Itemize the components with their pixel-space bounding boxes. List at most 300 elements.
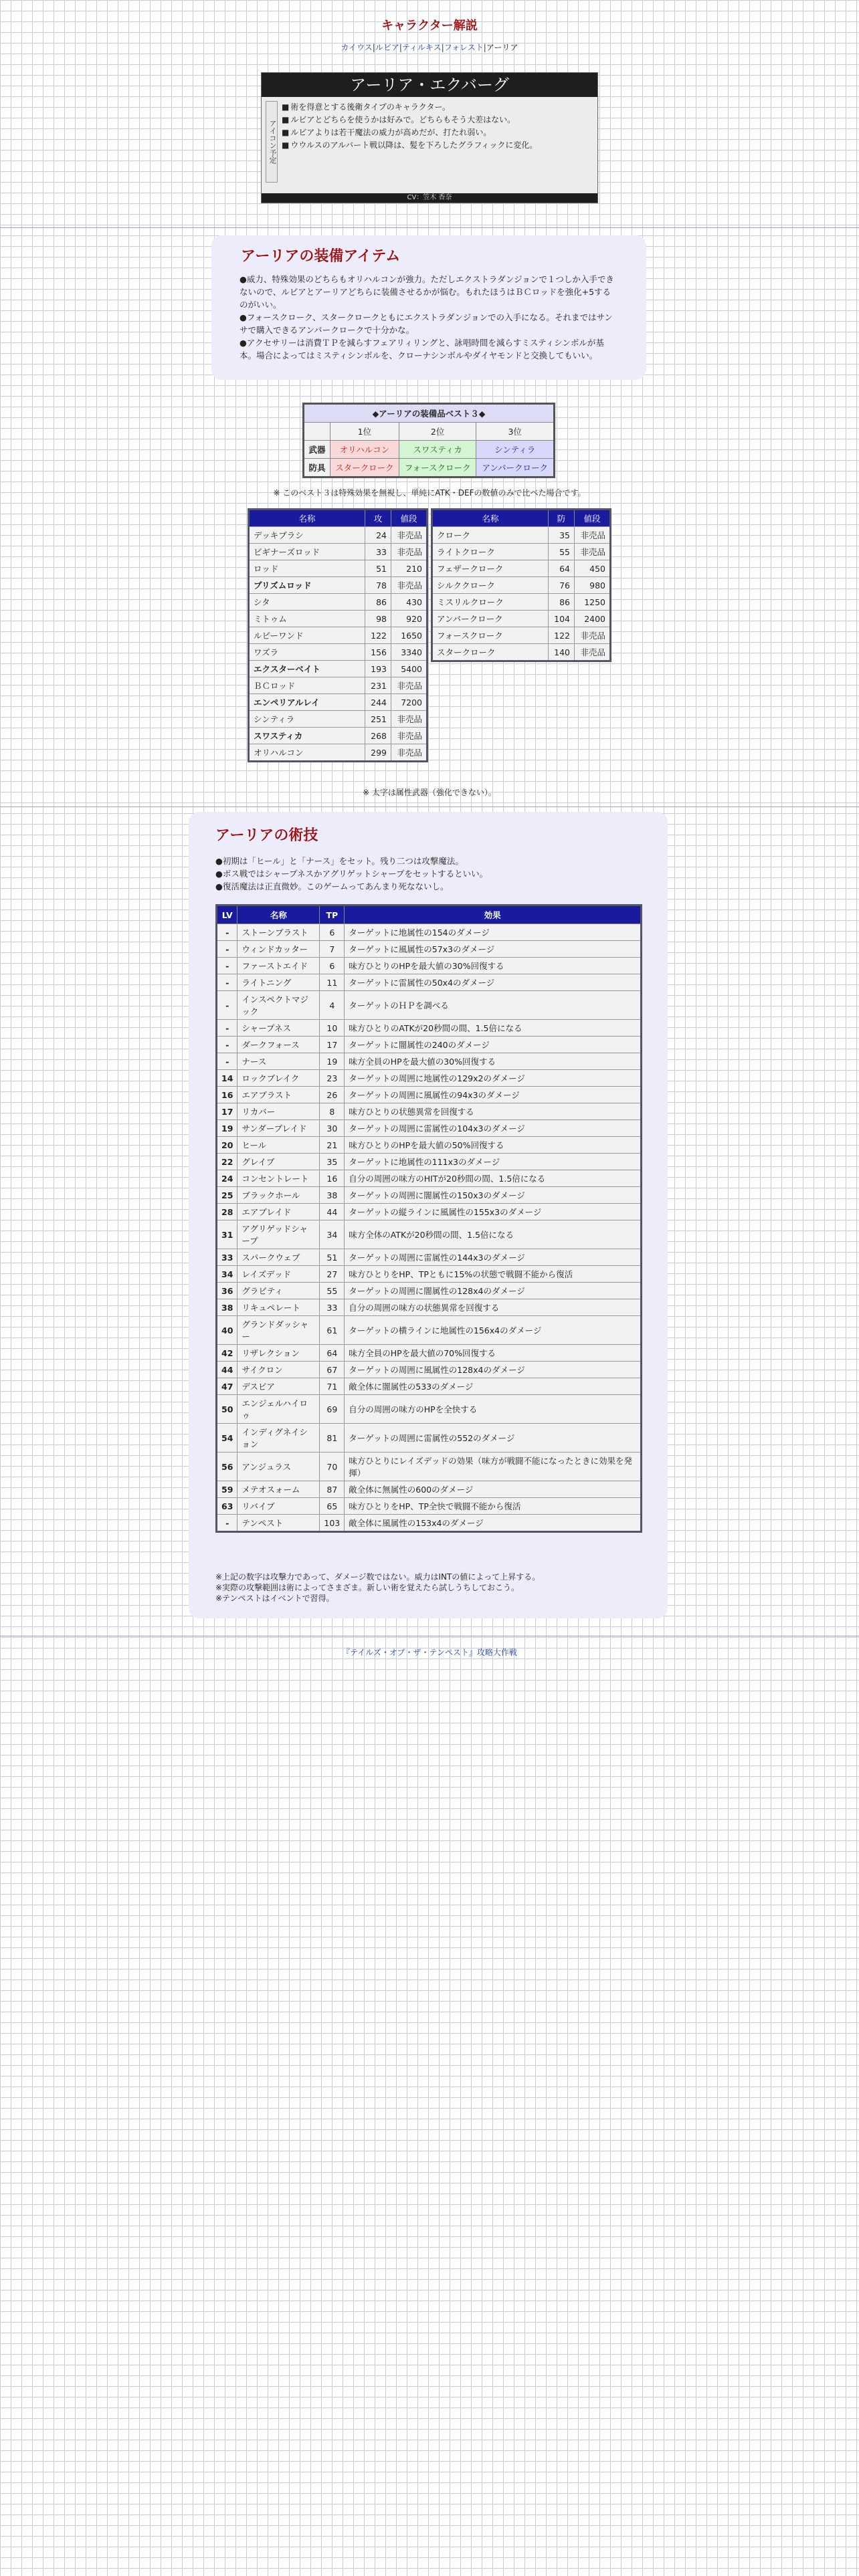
art-level: 20: [217, 1137, 237, 1154]
art-effect: 味方全体のATKが20秒間の間、1.5倍になる: [345, 1220, 642, 1249]
weapon-stat: 78: [365, 577, 391, 594]
art-effect: 敵全体に闇属性の533のダメージ: [345, 1378, 642, 1395]
footer-link[interactable]: 『テイルズ・オブ・ザ・テンペスト』攻略大作戦: [342, 1648, 517, 1657]
armor-name: フォースクローク: [432, 627, 549, 644]
weapons-header: 攻: [365, 510, 391, 527]
art-level: 33: [217, 1249, 237, 1266]
table-row: [217, 924, 642, 941]
table-row: [217, 1481, 642, 1498]
art-level: 40: [217, 1316, 237, 1345]
table-row: [217, 991, 642, 1020]
weapon-name: シンティラ: [249, 711, 365, 728]
weapon-name: オリハルコン: [249, 744, 365, 762]
art-name: インディグネイション: [237, 1424, 320, 1453]
art-effect: ターゲットの周囲に地属性の129x2のダメージ: [345, 1070, 642, 1087]
armor-name: クローク: [432, 527, 549, 544]
weapon-name: ビギナーズロッド: [249, 544, 365, 560]
table-row: [432, 577, 611, 594]
arts-section-title: アーリアの術技: [215, 827, 318, 844]
weapon-price: 7200: [391, 694, 427, 711]
best3-weapon-1: オリハルコン: [330, 441, 399, 459]
armor-stat: 122: [549, 627, 575, 644]
art-level: 59: [217, 1481, 237, 1498]
armor-price: 1250: [575, 594, 611, 611]
weapons-note: ※ 太字は属性武器（強化できない）。: [363, 788, 496, 797]
art-effect: 敵全体に無属性の600のダメージ: [345, 1481, 642, 1498]
table-row: [217, 1020, 642, 1037]
best3-corner: [304, 423, 330, 441]
weapon-name: ＢＣロッド: [249, 677, 365, 694]
table-row: [217, 1037, 642, 1053]
art-name: サイクロン: [237, 1362, 320, 1378]
nav-sep: |: [483, 43, 486, 52]
best3-note: ※ このベスト３は特殊効果を無視し、単純にATK・DEFの数値のみで比べた場合です。: [273, 488, 586, 498]
table-row: [249, 661, 427, 677]
art-tp: 27: [320, 1266, 345, 1283]
art-tp: 33: [320, 1299, 345, 1316]
profile-line: ■ ルビアよりは若干魔法の威力が高めだが、打たれ弱い。: [282, 126, 537, 139]
art-tp: 51: [320, 1249, 345, 1266]
art-level: 14: [217, 1070, 237, 1087]
table-row: [217, 1170, 642, 1187]
art-effect: ターゲットのＨＰを調べる: [345, 991, 642, 1020]
equip-section-text: [240, 273, 618, 362]
table-row: [249, 694, 427, 711]
best3-rank: 1位: [330, 423, 399, 441]
table-row: [249, 728, 427, 744]
art-level: 25: [217, 1187, 237, 1204]
table-row: [217, 1395, 642, 1424]
art-effect: ターゲットの周囲に風属性の94x3のダメージ: [345, 1087, 642, 1103]
nav-sep: |: [372, 43, 375, 52]
art-name: ダークフォース: [237, 1037, 320, 1053]
table-row: [217, 1453, 642, 1481]
weapon-name: プリズムロッド: [249, 577, 365, 594]
art-name: エアブラスト: [237, 1087, 320, 1103]
weapon-price: 非売品: [391, 711, 427, 728]
art-effect: 味方ひとりのATKが20秒間の間、1.5倍になる: [345, 1020, 642, 1037]
table-row: [432, 627, 611, 644]
best3-armor-1: スタークローク: [330, 459, 399, 477]
table-row: [217, 1345, 642, 1362]
nav-link-tilkis[interactable]: ティルキス: [401, 43, 442, 52]
profile-line: ■ ルビアとどちらを使うかは好みで。どちらもそう大差はない。: [282, 114, 537, 126]
table-row: [217, 1137, 642, 1154]
art-tp: 6: [320, 924, 345, 941]
best3-table: [302, 403, 555, 478]
arts-header: TP: [320, 905, 345, 924]
art-name: スパークウェブ: [237, 1249, 320, 1266]
art-level: -: [217, 941, 237, 958]
table-row: [432, 560, 611, 577]
weapons-header: 名称: [249, 510, 365, 527]
weapon-stat: 86: [365, 594, 391, 611]
table-row: [217, 1154, 642, 1170]
art-level: 31: [217, 1220, 237, 1249]
equip-paragraph: ●アクセサリーは消費ＴＰを減らすフェアリィリングと、詠唱時間を減らすミスティシンボルが基本。場合によってはミスティシンボルを、クローナシンボルやダイヤモンドと交換してもいい。: [240, 338, 604, 360]
best3-weapon-2: スワスティカ: [399, 441, 476, 459]
art-level: -: [217, 1037, 237, 1053]
art-effect: 味方全員のHPを最大値の70%回復する: [345, 1345, 642, 1362]
art-effect: ターゲットに地属性の111x3のダメージ: [345, 1154, 642, 1170]
art-level: -: [217, 991, 237, 1020]
art-level: -: [217, 974, 237, 991]
arts-notes: [215, 1572, 644, 1604]
table-row: [217, 1266, 642, 1283]
armors-header: 値段: [575, 510, 611, 527]
nav-link-rubia[interactable]: ルビア: [375, 43, 399, 52]
art-level: 22: [217, 1154, 237, 1170]
armor-stat: 104: [549, 611, 575, 627]
armor-stat: 55: [549, 544, 575, 560]
art-level: 34: [217, 1266, 237, 1283]
art-tp: 11: [320, 974, 345, 991]
table-row: [217, 1103, 642, 1120]
art-effect: 自分の周囲の味方のHPを全快する: [345, 1395, 642, 1424]
armor-price: 非売品: [575, 544, 611, 560]
armor-name: スタークローク: [432, 644, 549, 661]
table-row: [432, 544, 611, 560]
armor-stat: 35: [549, 527, 575, 544]
table-row: [217, 958, 642, 974]
art-tp: 17: [320, 1037, 345, 1053]
arts-header: LV: [217, 905, 237, 924]
art-tp: 7: [320, 941, 345, 958]
art-tp: 64: [320, 1345, 345, 1362]
page-title: キャラクター解説: [381, 19, 478, 33]
weapon-price: 210: [391, 560, 427, 577]
table-row: [249, 711, 427, 728]
art-tp: 55: [320, 1283, 345, 1299]
art-effect: ターゲットに闇属性の240のダメージ: [345, 1037, 642, 1053]
best3-caption: ◆アーリアの装備品ベスト３◆: [304, 404, 555, 423]
table-row: [217, 1220, 642, 1249]
weapon-name: デッキブラシ: [249, 527, 365, 544]
art-effect: 敵全体に風属性の153x4のダメージ: [345, 1515, 642, 1532]
table-row: [217, 1378, 642, 1395]
weapon-price: 920: [391, 611, 427, 627]
weapon-name: ロッド: [249, 560, 365, 577]
art-tp: 67: [320, 1362, 345, 1378]
best3-rank: 2位: [399, 423, 476, 441]
profile-line: ■ 術を得意とする後衛タイプのキャラクター。: [282, 101, 537, 114]
weapon-price: 非売品: [391, 544, 427, 560]
arts-note: ※テンペストはイベントで習得。: [215, 1594, 335, 1603]
weapon-price: 3340: [391, 644, 427, 661]
art-name: サンダーブレイド: [237, 1120, 320, 1137]
arts-section-text: [215, 855, 644, 893]
weapon-stat: 268: [365, 728, 391, 744]
art-effect: 味方ひとりにレイズデッドの効果（味方が戦闘不能になったときに効果を発揮）: [345, 1453, 642, 1481]
equip-section: [211, 235, 646, 380]
art-effect: ターゲットの周囲に雷属性の552のダメージ: [345, 1424, 642, 1453]
table-row: [217, 1316, 642, 1345]
table-row: [217, 1424, 642, 1453]
armor-name: アンバークローク: [432, 611, 549, 627]
art-tp: 69: [320, 1395, 345, 1424]
weapon-price: 非売品: [391, 527, 427, 544]
table-row: [217, 1515, 642, 1532]
table-row: [249, 594, 427, 611]
art-effect: ターゲットに風属性の57x3のダメージ: [345, 941, 642, 958]
arts-header: 名称: [237, 905, 320, 924]
art-effect: 自分の周囲の味方の状態異常を回復する: [345, 1299, 642, 1316]
art-name: アンジュラス: [237, 1453, 320, 1481]
art-tp: 23: [320, 1070, 345, 1087]
voice-actor: CV：笠木 香奈: [262, 193, 597, 203]
nav-sep: |: [399, 43, 402, 52]
weapon-stat: 251: [365, 711, 391, 728]
weapon-price: 5400: [391, 661, 427, 677]
art-tp: 61: [320, 1316, 345, 1345]
art-tp: 87: [320, 1481, 345, 1498]
art-level: 36: [217, 1283, 237, 1299]
weapon-stat: 193: [365, 661, 391, 677]
art-effect: 味方全員のHPを最大値の30%回復する: [345, 1053, 642, 1070]
weapon-stat: 51: [365, 560, 391, 577]
table-row: [249, 644, 427, 661]
weapon-name: スワスティカ: [249, 728, 365, 744]
profile-description: [282, 101, 537, 188]
profile-line: ■ ウウルスのアルバート戦以降は、髪を下ろしたグラフィックに変化。: [282, 139, 537, 152]
art-tp: 10: [320, 1020, 345, 1037]
armors-table: [431, 508, 611, 662]
art-tp: 21: [320, 1137, 345, 1154]
equip-paragraph: ●フォースクローク、スタークロークともにエクストラダンジョンでの入手になる。それまではサンサで購入できるアンバークロークで十分かな。: [240, 312, 613, 335]
art-effect: ターゲットの縦ラインに風属性の155x3のダメージ: [345, 1204, 642, 1220]
arts-header: 効果: [345, 905, 642, 924]
art-name: ロックブレイク: [237, 1070, 320, 1087]
art-name: ウィンドカッター: [237, 941, 320, 958]
arts-table: [215, 904, 642, 1533]
art-name: グラビティ: [237, 1283, 320, 1299]
art-level: 63: [217, 1498, 237, 1515]
weapon-name: ルビーワンド: [249, 627, 365, 644]
art-effect: ターゲットの横ラインに地属性の156x4のダメージ: [345, 1316, 642, 1345]
art-effect: 味方ひとりをHP、TPともに15%の状態で戦闘不能から復活: [345, 1266, 642, 1283]
art-name: リバイブ: [237, 1498, 320, 1515]
art-level: 17: [217, 1103, 237, 1120]
art-level: 38: [217, 1299, 237, 1316]
art-tp: 70: [320, 1453, 345, 1481]
table-row: [217, 1053, 642, 1070]
arts-paragraph: ●初期は「ヒール」と「ナース」をセット。残り二つは攻撃魔法。: [215, 856, 464, 866]
table-row: [217, 1362, 642, 1378]
table-row: [432, 594, 611, 611]
armor-price: 非売品: [575, 627, 611, 644]
art-level: 50: [217, 1395, 237, 1424]
armor-stat: 86: [549, 594, 575, 611]
weapon-stat: 244: [365, 694, 391, 711]
weapon-name: エンペリアルレイ: [249, 694, 365, 711]
art-level: -: [217, 1515, 237, 1532]
equip-section-title: アーリアの装備アイテム: [241, 248, 401, 265]
table-row: [249, 611, 427, 627]
armor-price: 2400: [575, 611, 611, 627]
art-level: 24: [217, 1170, 237, 1187]
armor-name: ライトクローク: [432, 544, 549, 560]
equip-paragraph: ●威力、特殊効果のどちらもオリハルコンが強力。ただしエクストラダンジョンで１つしか入手できないので、ルビアとアーリアどちらに装備させるかが悩む。もれたほうはＢＣロッドを強化+5するのがいい。: [240, 274, 614, 310]
art-level: 42: [217, 1345, 237, 1362]
armor-stat: 64: [549, 560, 575, 577]
table-row: [217, 1087, 642, 1103]
art-level: 19: [217, 1120, 237, 1137]
armor-price: 非売品: [575, 527, 611, 544]
table-row: [217, 1187, 642, 1204]
art-tp: 103: [320, 1515, 345, 1532]
art-level: 56: [217, 1453, 237, 1481]
nav-link-forest[interactable]: フォレスト: [444, 43, 484, 52]
character-portrait-placeholder: アイコン予定: [266, 101, 278, 183]
art-level: 54: [217, 1424, 237, 1453]
art-effect: 味方ひとりの状態異常を回復する: [345, 1103, 642, 1120]
character-name: アーリア・エクバーグ: [262, 73, 597, 97]
weapon-stat: 299: [365, 744, 391, 762]
table-row: [432, 527, 611, 544]
art-tp: 34: [320, 1220, 345, 1249]
art-name: テンペスト: [237, 1515, 320, 1532]
art-name: デスピア: [237, 1378, 320, 1395]
art-level: 16: [217, 1087, 237, 1103]
art-effect: ターゲットに雷属性の50x4のダメージ: [345, 974, 642, 991]
table-row: [249, 627, 427, 644]
art-level: -: [217, 1020, 237, 1037]
table-row: [217, 974, 642, 991]
arts-note: ※実際の攻撃範囲は術によってさまざま。新しい術を覚えたら試しうちしておこう。: [215, 1583, 520, 1592]
art-name: コンセントレート: [237, 1170, 320, 1187]
table-row: [249, 577, 427, 594]
profile-box: [261, 72, 598, 203]
table-row: [249, 560, 427, 577]
art-name: ファーストエイド: [237, 958, 320, 974]
art-effect: ターゲットに地属性の154のダメージ: [345, 924, 642, 941]
armor-price: 450: [575, 560, 611, 577]
table-row: [217, 1120, 642, 1137]
art-effect: ターゲットの周囲に風属性の128x4のダメージ: [345, 1362, 642, 1378]
art-tp: 16: [320, 1170, 345, 1187]
best3-armor-2: フォースクローク: [399, 459, 476, 477]
art-tp: 30: [320, 1120, 345, 1137]
arts-paragraph: ●復活魔法は正直微妙。このゲームってあんまり死なないし。: [215, 881, 449, 891]
art-effect: ターゲットの周囲に闇属性の128x4のダメージ: [345, 1283, 642, 1299]
art-effect: 自分の周囲の味方のHITが20秒間の間、1.5倍になる: [345, 1170, 642, 1187]
art-name: エンジェルハイロゥ: [237, 1395, 320, 1424]
weapon-stat: 156: [365, 644, 391, 661]
art-name: インスペクトマジック: [237, 991, 320, 1020]
nav-sep: |: [441, 43, 444, 52]
art-effect: ターゲットの周囲に雷属性の104x3のダメージ: [345, 1120, 642, 1137]
art-tp: 6: [320, 958, 345, 974]
art-name: リザレクション: [237, 1345, 320, 1362]
weapon-stat: 33: [365, 544, 391, 560]
art-level: 28: [217, 1204, 237, 1220]
art-name: シャープネス: [237, 1020, 320, 1037]
weapon-price: 非売品: [391, 744, 427, 762]
divider: [0, 227, 859, 228]
art-name: ストーンブラスト: [237, 924, 320, 941]
art-name: グランドダッシャー: [237, 1316, 320, 1345]
table-row: [249, 677, 427, 694]
art-name: リキュペレート: [237, 1299, 320, 1316]
table-row: [217, 1498, 642, 1515]
weapon-stat: 24: [365, 527, 391, 544]
table-row: [432, 611, 611, 627]
armor-price: 980: [575, 577, 611, 594]
art-name: ライトニング: [237, 974, 320, 991]
art-effect: ターゲットの周囲に闇属性の150x3のダメージ: [345, 1187, 642, 1204]
art-tp: 44: [320, 1204, 345, 1220]
best3-row-label: 防具: [304, 459, 330, 477]
best3-rank: 3位: [476, 423, 555, 441]
art-effect: ターゲットの周囲に雷属性の144x3のダメージ: [345, 1249, 642, 1266]
nav-link-kaius[interactable]: カイウス: [341, 43, 373, 52]
art-level: -: [217, 1053, 237, 1070]
art-name: グレイブ: [237, 1154, 320, 1170]
table-row: [249, 744, 427, 762]
art-effect: 味方ひとりのHPを最大値の50%回復する: [345, 1137, 642, 1154]
art-level: -: [217, 958, 237, 974]
weapon-stat: 122: [365, 627, 391, 644]
weapon-name: ミトゥム: [249, 611, 365, 627]
nav-current: アーリア: [486, 43, 518, 52]
art-name: アグリゲッドシャープ: [237, 1220, 320, 1249]
armors-header: 防: [549, 510, 575, 527]
table-row: [217, 941, 642, 958]
armor-stat: 76: [549, 577, 575, 594]
art-name: ナース: [237, 1053, 320, 1070]
armors-header: 名称: [432, 510, 549, 527]
armor-price: 非売品: [575, 644, 611, 661]
table-row: [217, 1283, 642, 1299]
weapon-price: 非売品: [391, 728, 427, 744]
art-name: リカバー: [237, 1103, 320, 1120]
art-tp: 81: [320, 1424, 345, 1453]
best3-weapon-3: シンティラ: [476, 441, 555, 459]
art-name: ヒール: [237, 1137, 320, 1154]
weapon-name: エクスターベイト: [249, 661, 365, 677]
art-tp: 26: [320, 1087, 345, 1103]
weapon-price: 430: [391, 594, 427, 611]
table-row: [217, 1299, 642, 1316]
armor-name: フェザークローク: [432, 560, 549, 577]
art-level: 47: [217, 1378, 237, 1395]
art-tp: 38: [320, 1187, 345, 1204]
art-tp: 71: [320, 1378, 345, 1395]
weapon-name: シタ: [249, 594, 365, 611]
armor-name: ミスリルクローク: [432, 594, 549, 611]
art-name: ブラックホール: [237, 1187, 320, 1204]
character-nav: [0, 41, 859, 53]
art-effect: 味方ひとりのHPを最大値の30%回復する: [345, 958, 642, 974]
weapon-price: 非売品: [391, 577, 427, 594]
best3-armor-3: アンバークローク: [476, 459, 555, 477]
weapon-name: ワズラ: [249, 644, 365, 661]
table-row: [217, 1204, 642, 1220]
art-tp: 35: [320, 1154, 345, 1170]
art-level: 44: [217, 1362, 237, 1378]
best3-row-label: 武器: [304, 441, 330, 459]
weapon-stat: 231: [365, 677, 391, 694]
art-tp: 65: [320, 1498, 345, 1515]
table-row: [249, 527, 427, 544]
art-tp: 8: [320, 1103, 345, 1120]
art-name: メテオスォーム: [237, 1481, 320, 1498]
weapons-header: 値段: [391, 510, 427, 527]
arts-note: ※上記の数字は攻撃力であって、ダメージ数ではない。威力はINTの値によって上昇する。: [215, 1572, 541, 1582]
art-name: エアブレイド: [237, 1204, 320, 1220]
weapon-price: 非売品: [391, 677, 427, 694]
weapon-stat: 98: [365, 611, 391, 627]
